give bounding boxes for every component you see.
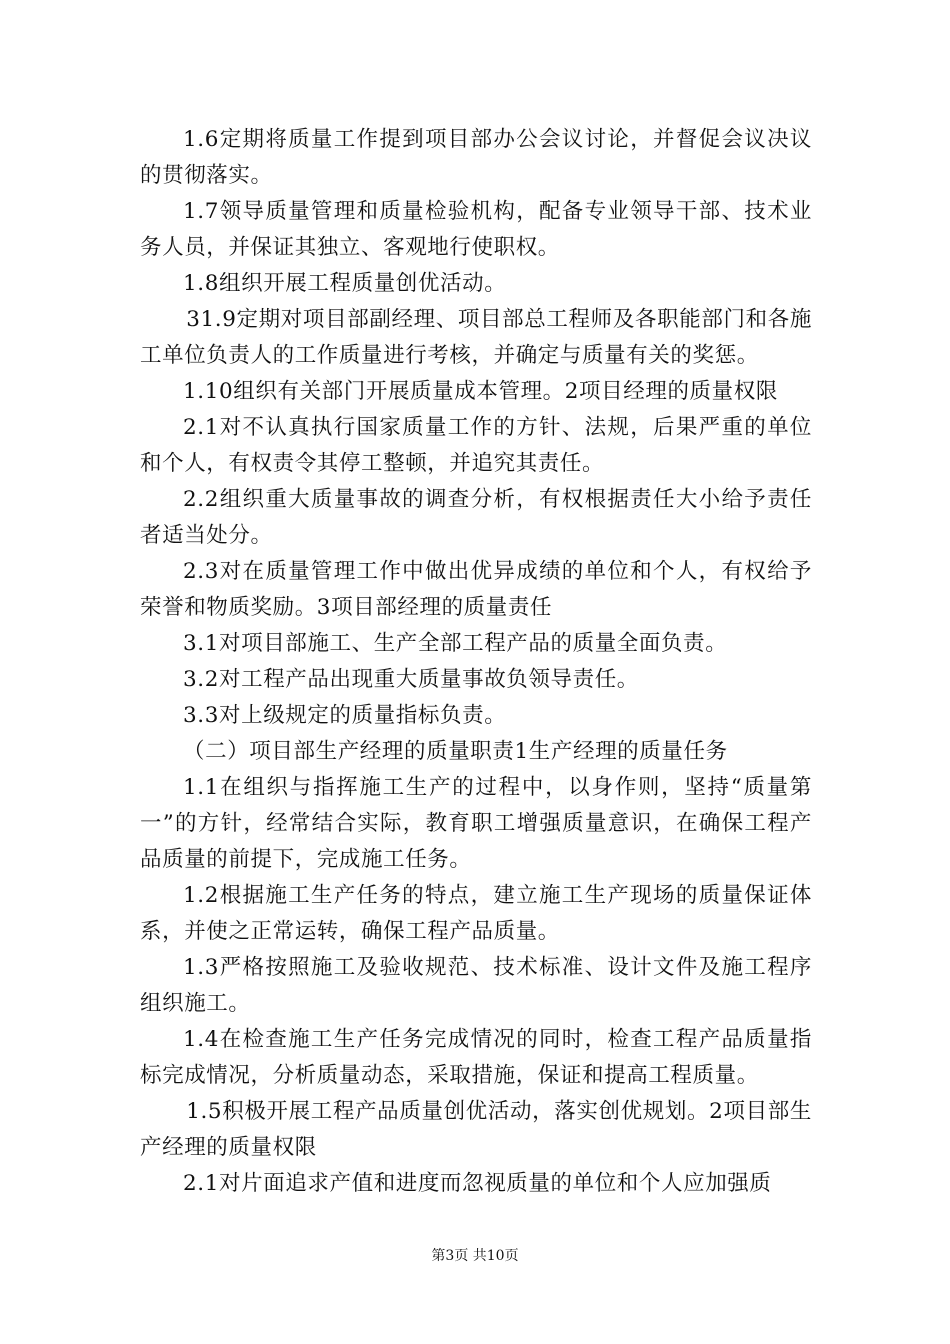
footer-middle: 页 共 [454,1248,487,1264]
paragraph-1-10: 1.10组织有关部门开展质量成本管理。2项目经理的质量权限 [183,379,778,404]
paragraph-pm-1-2: 1.2根据施工生产任务的特点，建立施工生产现场的质量保证体系，并使之正常运转，确保工程产品质量。 [140,883,812,944]
paragraph-3-1: 3.1对项目部施工、生产全部工程产品的质量全面负责。 [183,631,728,656]
paragraph-2-3: 2.3对在质量管理工作中做出优异成绩的单位和个人，有权给予荣誉和物质奖励。3项目部经理的质量责任 [140,559,812,620]
paragraph-1-7: 1.7领导质量管理和质量检验机构，配备专业领导干部、技术业务人员，并保证其独立、客观地行使职权。 [140,199,812,260]
footer-prefix: 第 [431,1248,446,1264]
footer-total-pages: 10 [486,1248,505,1264]
paragraph-pm-1-4: 1.4在检查施工生产任务完成情况的同时，检查工程产品质量指标完成情况，分析质量动态，采取措施，保证和提高工程质量。 [140,1027,812,1088]
paragraph-2-2: 2.2组织重大质量事故的调查分析，有权根据责任大小给予责任者适当处分。 [140,487,812,548]
paragraph-pm-1-3: 1.3严格按照施工及验收规范、技术标准、设计文件及施工程序组织施工。 [140,955,812,1016]
page-footer [0,1247,950,1265]
footer-suffix: 页 [504,1248,519,1264]
footer-current-page: 3 [445,1248,455,1264]
paragraph-2-1: 2.1对不认真执行国家质量工作的方针、法规，后果严重的单位和个人，有权责令其停工整顿，并追究其责任。 [140,415,812,476]
paragraph-3-2: 3.2对工程产品出现重大质量事故负领导责任。 [183,667,639,692]
paragraph-pm-2-1: 2.1对片面追求产值和进度而忽视质量的单位和个人应加强质 [183,1171,772,1196]
paragraph-1-8: 1.8组织开展工程质量创优活动。 [183,271,507,296]
document-body [140,122,812,1202]
paragraph-1-9: 31.9定期对项目部副经理、项目部总工程师及各职能部门和各施工单位负责人的工作质量进行考核，并确定与质量有关的奖惩。 [140,307,812,368]
paragraph-1-6: 1.6定期将质量工作提到项目部办公会议讨论，并督促会议决议的贯彻落实。 [140,127,812,188]
paragraph-3-3: 3.3对上级规定的质量指标负责。 [183,703,507,728]
paragraph-pm-1-5: 1.5积极开展工程产品质量创优活动，落实创优规划。2项目部生产经理的质量权限 [140,1099,812,1160]
section-heading-production-manager: （二）项目部生产经理的质量职责1生产经理的质量任务 [183,739,728,764]
paragraph-pm-1-1: 1.1在组织与指挥施工生产的过程中，以身作则，坚持“质量第一”的方针，经常结合实际，教育职工增强质量意识，在确保工程产品质量的前提下，完成施工任务。 [140,775,812,872]
